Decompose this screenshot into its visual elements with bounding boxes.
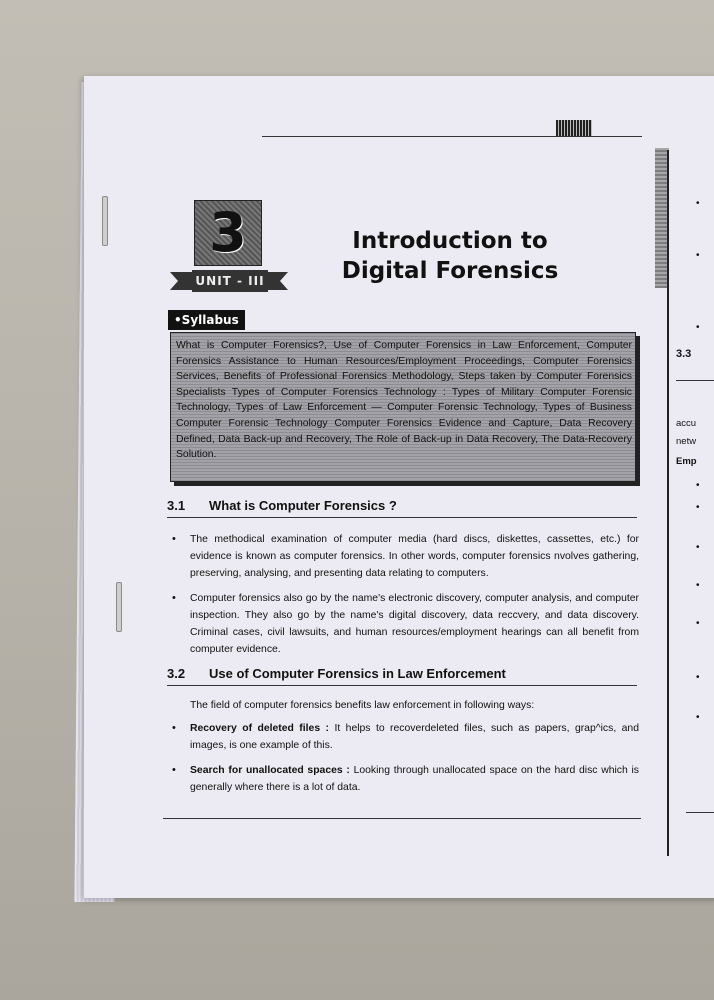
syllabus-text: What is Computer Forensics?, Use of Computer Forensics in Law Enforcement, Computer Forensics Assistance to Human Resources/Employment Proceedings, Computer Forensics Services, Benefits of Professional Forensics Methodology, Steps taken by Computer Forensics Specialists Types of Computer Forensics Technology : Types of Military Computer Forensic Technology, Types of Law Enforcement — Computer Forensic Technology, Types of Business Computer Forensic Technology Computer Forensics Evidence and Capture, Data Recovery Defined, Data Back-up and Recovery, The Role of Back-up in Data Recovery, The Data-Recovery Solution. (176, 340, 632, 461)
syllabus-tag: •Syllabus (168, 310, 245, 330)
section-3-2-list (172, 720, 639, 804)
bullet-icon: • (172, 764, 176, 776)
chapter-title-line-2: Digital Forensics (341, 258, 559, 284)
bullet-icon: • (172, 722, 176, 734)
unit-number: 3 (194, 200, 262, 266)
list-item (172, 720, 639, 754)
chapter-title-line-1: Introduction to (352, 228, 548, 254)
list-item-text: The methodical examination of computer media (hard discs, diskettes, cassettes, etc.) for evidence is known as computer forensics. In other words, computer forensics nvolves gathering, preserving, analysing, and presenting data relating to computers. (190, 534, 639, 579)
bullet-icon: • (696, 580, 700, 591)
list-item-text: It helps to recoverdeleted files, such as papers, grap^ics, and images, is one example of this. (190, 723, 639, 751)
section-3-1-list (172, 531, 639, 666)
staple-bottom (116, 582, 122, 632)
staple-top (102, 196, 108, 246)
list-item-label: Search for unallocated spaces : (190, 765, 350, 776)
bullet-icon: • (696, 322, 700, 333)
list-item (172, 762, 639, 796)
list-item-text: Looking through unallocated space on the hard disc which is generally where there is a lot of data. (190, 765, 639, 793)
section-number: 3.1 (167, 498, 186, 513)
bullet-icon: • (696, 542, 700, 553)
bullet-icon: • (696, 712, 700, 723)
header-rule (262, 136, 642, 137)
scan-artifact (556, 120, 592, 136)
next-page-text: accu (676, 418, 697, 429)
section-3-2-intro: The field of computer forensics benefits law enforcement in following ways: (190, 700, 535, 711)
list-item (172, 531, 639, 582)
next-page-section-number: 3.3 (676, 348, 692, 360)
next-page-fragment (676, 140, 714, 880)
list-item-text: Computer forensics also go by the name's electronic discovery, computer analysis, and computer inspection. They also go by the name's digital discovery, data reccvery, and data discovery. Criminal cases, civil lawsuits, and human resources/employment hearings can all benefit from computer evidence. (190, 593, 639, 655)
next-page-rule (676, 380, 714, 381)
chapter-title (320, 226, 580, 286)
unit-badge (170, 198, 290, 298)
list-item (172, 590, 639, 658)
bullet-icon: • (696, 672, 700, 683)
bullet-icon: • (696, 250, 700, 261)
section-number: 3.2 (167, 666, 186, 681)
bullet-icon: • (172, 592, 176, 604)
footer-rule (163, 818, 641, 819)
next-page-text: Emp (676, 456, 697, 467)
section-heading-3-2 (167, 666, 637, 686)
bullet-icon: • (696, 618, 700, 629)
section-title: Use of Computer Forensics in Law Enforcement (209, 666, 506, 681)
bullet-icon: • (696, 198, 700, 209)
list-item-label: Recovery of deleted files : (190, 723, 329, 734)
next-page-text: netw (676, 436, 697, 447)
section-title: What is Computer Forensics ? (209, 498, 397, 513)
unit-ribbon-label: UNIT - III (192, 270, 268, 292)
section-heading-3-1 (167, 498, 637, 518)
bullet-icon: • (696, 480, 700, 491)
bullet-icon: • (172, 533, 176, 545)
bullet-icon: • (696, 502, 700, 513)
page-divider (667, 150, 669, 856)
